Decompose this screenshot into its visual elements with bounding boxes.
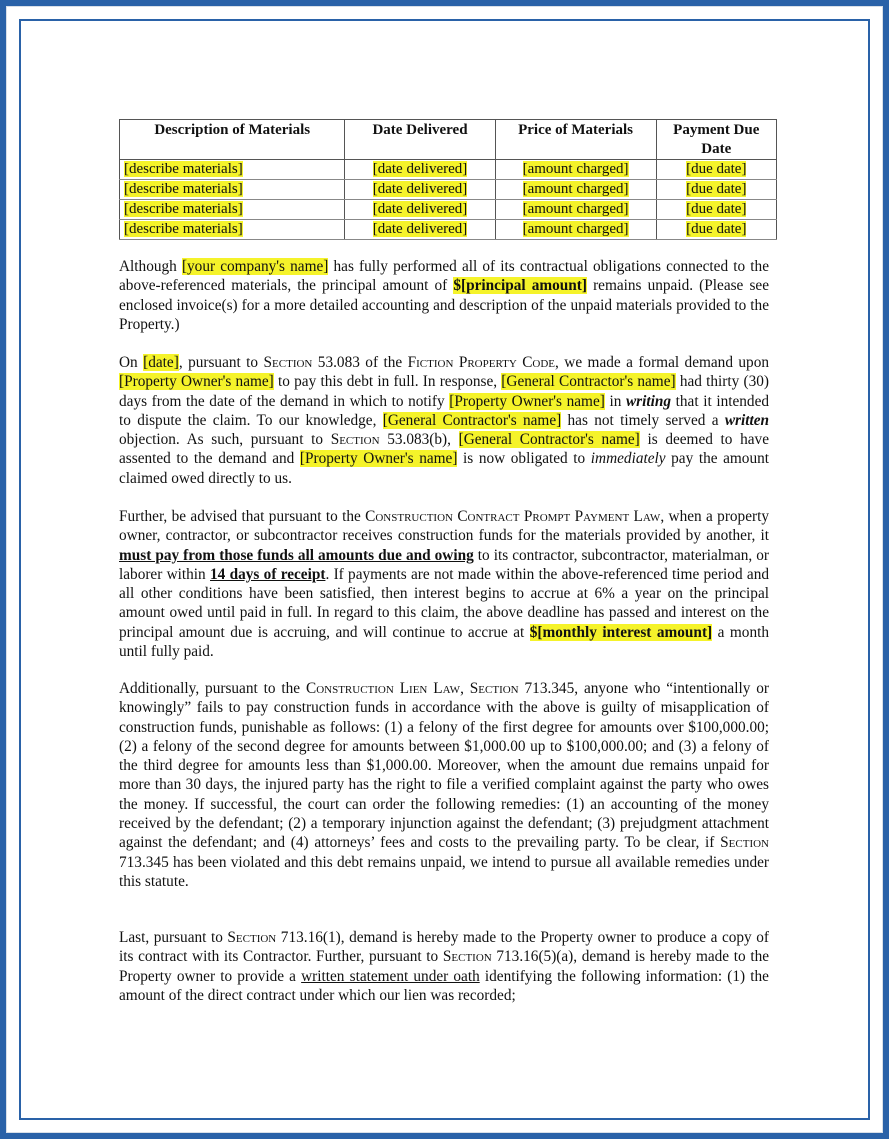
paragraph-principal-amount: Although [your company's name] has fully performed all of its contractual obligations connected to the above-referenced materials, the principal amount of $[principal amount] remains unpaid. (Please see enclosed invoice(s) for a more detailed accounting and description of the unpaid materials provided to the Property.) [119, 258, 769, 333]
monthly-interest-placeholder: $[monthly interest amount] [529, 623, 713, 641]
cell-description: [describe materials] [120, 220, 345, 240]
cell-date-delivered: [date delivered] [345, 200, 495, 220]
cell-price: [amount charged] [495, 200, 656, 220]
cell-due-date: [due date] [656, 200, 776, 220]
header-price: Price of Materials [495, 120, 656, 160]
table-header-row [120, 120, 777, 160]
cell-price: [amount charged] [495, 160, 656, 180]
cell-date-delivered: [date delivered] [345, 160, 495, 180]
table-row [120, 200, 777, 220]
cell-price: [amount charged] [495, 180, 656, 200]
cell-price: [amount charged] [495, 220, 656, 240]
company-name-placeholder: [your company's name] [181, 258, 329, 275]
table-row [120, 160, 777, 180]
paragraph-formal-demand: On [date], pursuant to Section 53.083 of the Fiction Property Code, we made a formal demand upon [Property Owner's name] to pay this debt in full. In response, [General Contractor's name] had thirty (30) days from the date of the demand in which to notify [Property Owner's name] in writing that it intended to dispute the claim. To our knowledge, [General Contractor's name] has not timely served a written objection. As such, pursuant to Section 53.083(b), [General Contractor's name] is deemed to have assented to the demand and [Property Owner's name] is now obligated to immediately pay the amount claimed owed directly to us. [119, 354, 770, 487]
cell-due-date: [due date] [656, 180, 776, 200]
cell-description: [describe materials] [120, 180, 345, 200]
paragraph-prompt-payment: Further, be advised that pursuant to the Construction Contract Prompt Payment Law, when a property owner, contractor, or subcontractor receives construction funds for the materials provided by another, it must pay from those funds all amounts due and owing to its contractor, subcontractor, materialman, or laborer within 14 days of receipt. If payments are not made within the above-referenced time period and all other conditions have been satisfied, then interest begins to accrue at 6% a year on the principal amount owed until paid in full. In regard to this claim, the above deadline has passed and interest on the principal amount due is accruing, and will continue to accrue at $[monthly interest amount] a month until fully paid. [119, 508, 769, 661]
cell-description: [describe materials] [120, 200, 345, 220]
header-payment-due: Payment Due Date [656, 120, 776, 160]
paragraph-lien-law: Additionally, pursuant to the Construction Lien Law, Section 713.345, anyone who “intentionally or knowingly” fails to pay construction funds in accordance with the above is guilty of misapplication of construction funds, punishable as follows: (1) a felony of the first degree for amounts over $100,000.00; (2) a felony of the second degree for amounts between $1,000.00 up to $100,000.00; and (3) a felony of the third degree for amounts less than $1,000.00. Moreover, when the amount due remains unpaid for more than 30 days, the injured party has the right to file a verified complaint against the party who owes the money. If successful, the court can order the following remedies: (1) an accounting of the money received by the defendant; (2) a temporary injunction against the defendant; (3) prejudgment attachment against the defendant; and (4) attorneys’ fees and costs to the prevailing party. To be clear, if Section 713.345 has been violated and this debt remains unpaid, we intend to pursue all available remedies under this statute. [119, 680, 769, 890]
header-description: Description of Materials [120, 120, 345, 160]
paragraph-contract-demand: Last, pursuant to Section 713.16(1), demand is hereby made to the Property owner to produce a copy of its contract with its Contractor. Further, pursuant to Section 713.16(5)(a), demand is hereby made to the Property owner to provide a written statement under oath identifying the following information: (1) the amount of the direct contract under which our lien was recorded; [119, 929, 770, 1004]
cell-description: [describe materials] [120, 160, 345, 180]
cell-date-delivered: [date delivered] [345, 220, 495, 240]
table-row [120, 180, 777, 200]
header-date-delivered: Date Delivered [345, 120, 495, 160]
materials-table [119, 119, 777, 240]
cell-due-date: [due date] [656, 160, 776, 180]
principal-amount-placeholder: $[principal amount] [453, 277, 587, 295]
cell-due-date: [due date] [656, 220, 776, 240]
cell-date-delivered: [date delivered] [345, 180, 495, 200]
table-row [120, 220, 777, 240]
